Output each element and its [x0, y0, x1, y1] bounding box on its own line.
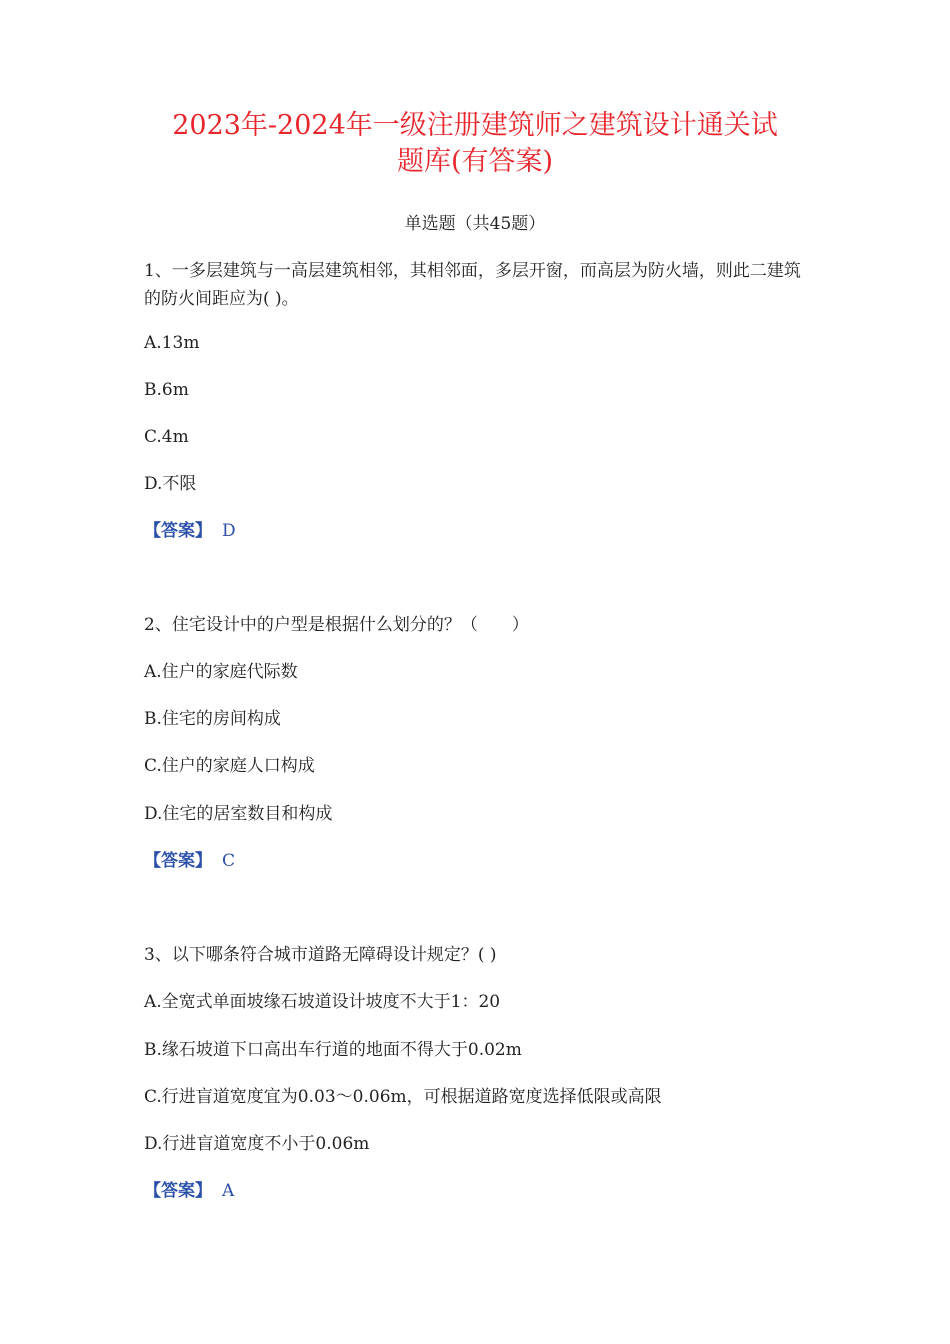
section-heading: 单选题（共45题） — [404, 214, 546, 234]
question-2-option-c: C.住户的家庭人口构成 — [144, 756, 315, 776]
answer-tag: 【答案】 — [144, 521, 212, 541]
document-title-line-1: 2023年-2024年一级注册建筑师之建筑设计通关试 — [172, 110, 778, 141]
question-3-option-a: A.全宽式单面坡缘石坡道设计坡度不大于1：20 — [144, 992, 501, 1012]
answer-tag: 【答案】 — [144, 1181, 212, 1201]
question-2-answer — [144, 849, 235, 873]
question-1-option-d: D.不限 — [144, 474, 197, 494]
answer-tag: 【答案】 — [144, 851, 212, 871]
question-3-option-d: D.行进盲道宽度不小于0.06m — [144, 1134, 370, 1154]
question-1-answer — [144, 519, 236, 543]
answer-value: D — [222, 521, 236, 541]
question-1-stem: 1、一多层建筑与一高层建筑相邻，其相邻面，多层开窗，而高层为防火墙，则此二建筑的防火间距应为( )。 — [144, 261, 801, 309]
document-title-line-2: 题库(有答案) — [396, 146, 554, 177]
question-2-option-a: A.住户的家庭代际数 — [144, 662, 298, 682]
question-2-stem: 2、住宅设计中的户型是根据什么划分的？（ ） — [144, 615, 529, 635]
question-1-option-c: C.4m — [144, 427, 189, 447]
question-3-option-c: C.行进盲道宽度宜为0.03～0.06m，可根据道路宽度选择低限或高限 — [144, 1087, 662, 1107]
question-1-option-b: B.6m — [144, 380, 189, 400]
answer-value: A — [222, 1181, 235, 1201]
question-3-stem: 3、以下哪条符合城市道路无障碍设计规定？( ) — [144, 945, 497, 965]
question-2-option-d: D.住宅的居室数目和构成 — [144, 804, 333, 824]
answer-value: C — [222, 851, 236, 871]
question-3-answer — [144, 1179, 234, 1203]
question-1-option-a: A.13m — [144, 333, 200, 353]
question-3-option-b: B.缘石坡道下口高出车行道的地面不得大于0.02m — [144, 1040, 522, 1060]
question-2-option-b: B.住宅的房间构成 — [144, 709, 281, 729]
